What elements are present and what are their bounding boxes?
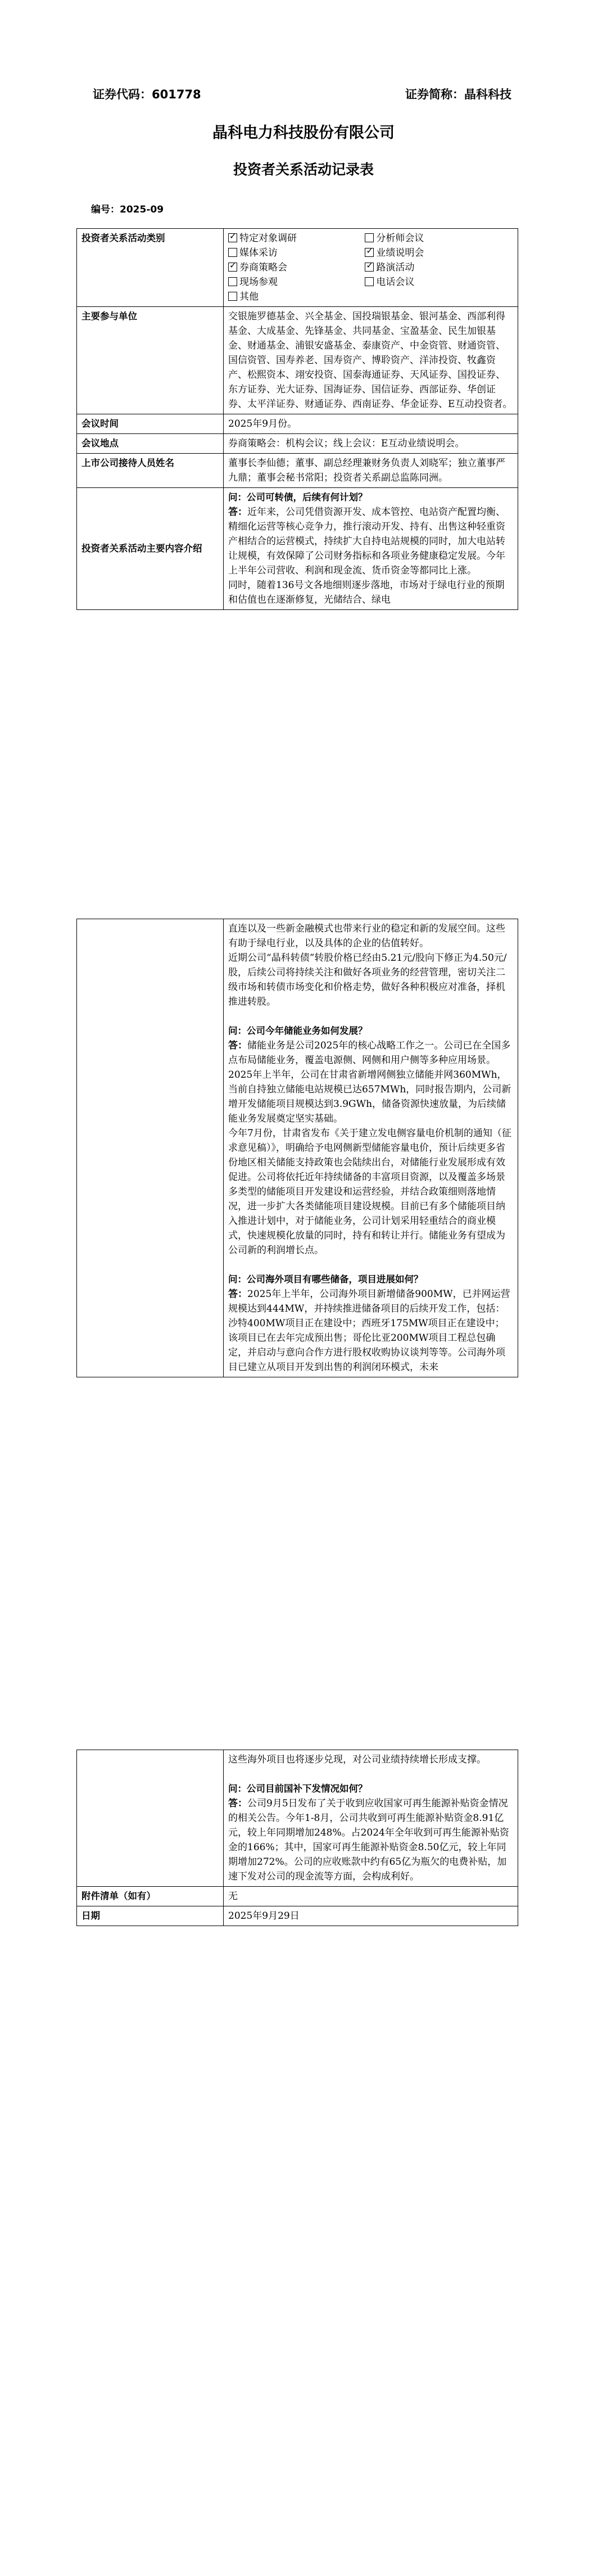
paragraph: 今年7月份，甘肃省发布《关于建立发电侧容量电价机制的通知（征求意见稿）》，明确给予电网侧新型储能容量电价，预计后续更多省份地区相关储能支持政策也会陆续出台，对储能行业发展形成有效促进。公司将依托近年持续储备的丰富项目资源，以及覆盖多场景多类型的储能项目开发建设和运营经验，并结合政策细则落地情况，进一步扩大各类储能项目建设规模。目前已有多个储能项目纳入推进计划中，对于储能业务，公司计划采用轻重结合的商业模式，快速规模化放量的同时，持有和转让并行。储能业务有望成为公司新的利润增长点。 [228, 1128, 511, 1256]
meeting-time-row [77, 414, 518, 434]
option-roadshow: ✓ 路演活动 [365, 260, 501, 275]
question-heading: 问：公司可转债，后续有何计划？ [228, 492, 368, 503]
activity-content-continued-row [77, 919, 518, 1377]
unchecked-box-icon [228, 248, 237, 257]
reception-row [77, 454, 518, 488]
answer-paragraph: 答：2025年上半年，公司海外项目新增储备900MW，已并网运营规模达到444MW，并持续推进储备项目的后续开发工作，包括：沙特400MW项目正在建设中；西班牙175MW项目正在建设中；该项目已在去年完成预出售；哥伦比亚200MW项目工程总包确定，并启动与意向合作方进行股权收购协议谈判等等。公司海外项目已建立从项目开发到出售的利润闭环模式，未来 [228, 1289, 510, 1373]
doc-number: 编号：2025-09 [91, 204, 164, 215]
activity-type-label: 投资者关系活动类别 [77, 229, 224, 307]
option-broker-strategy: ✓券商策略会 [228, 260, 365, 275]
paragraph: 近期公司“晶科转债”转股价格已经由5.21元/股向下修正为4.50元/股，后续公司将持续关注和做好各项业务的经营管理，密切关注二级市场和转债市场变化和价格走势，做好各种积极应对准备，择机推进转股。 [228, 952, 507, 1007]
activity-type-row [77, 229, 518, 307]
meeting-place-value: 券商策略会：机构会议；线上会议：E互动业绩说明会。 [224, 434, 518, 454]
option-media-interview: 媒体采访 [228, 246, 365, 260]
reception-label: 上市公司接待人员姓名 [77, 454, 224, 488]
paragraph: 同时，随着136号文各地细则逐步落地，市场对于绿电行业的预期和估值也在逐渐修复，光储结合、绿电 [228, 580, 505, 605]
unchecked-box-icon [228, 277, 237, 286]
empty-label-cell [77, 1750, 224, 1887]
activity-content-continued [224, 1750, 518, 1887]
activity-content-label: 投资者关系活动主要内容介绍 [77, 488, 224, 610]
meeting-time-value: 2025年9月份。 [224, 414, 518, 434]
activity-type-options [224, 229, 518, 307]
record-table-page2 [76, 919, 518, 1377]
record-table-page3 [76, 1750, 518, 1926]
participants-value: 交银施罗德基金、兴全基金、国投瑞银基金、银河基金、西部利得基金、大成基金、先锋基金、共同基金、宝盈基金、民生加银基金、财通基金、浦银安盛基金、泰康资产、中金资管、财通资管、国信资管、国寿养老、国寿资产、博聆资产、洋沛投资、牧鑫资产、松熙资本、翊安投资、国泰海通证券、天风证券、国投证券、东方证券、光大证券、国海证券、国信证券、西部证券、华创证券、太平洋证券、财通证券、西南证券、华金证券、E互动投资者。 [224, 307, 518, 414]
page-title: 投资者关系活动记录表 [233, 161, 374, 178]
activity-content-row [77, 488, 518, 610]
participants-row [77, 307, 518, 414]
date-row [77, 1906, 518, 1926]
attachments-row [77, 1887, 518, 1906]
option-analyst-meeting: 分析师会议 [365, 231, 501, 246]
unchecked-box-icon [365, 233, 374, 242]
meeting-place-label: 会议地点 [77, 434, 224, 454]
record-table-page1 [76, 228, 518, 610]
activity-content-value [224, 488, 518, 610]
reception-value: 董事长李仙德；董事、副总经理兼财务负责人刘晓军；独立董事严九鼎；董事会秘书常阳；投资者关系副总监陈同洲。 [224, 454, 518, 488]
paragraph: 这些海外项目也将逐步兑现，对公司业绩持续增长形成支撑。 [228, 1754, 486, 1765]
empty-label-cell [77, 919, 224, 1377]
participants-label: 主要参与单位 [77, 307, 224, 414]
answer-paragraph: 答：储能业务是公司2025年的核心战略工作之一。公司已在全国多点布局储能业务，覆盖电源侧、网侧和用户侧等多种应用场景。2025年上半年，公司在甘肃省新增网侧独立储能并网360MWh，当前自持独立储能电站规模已达657MWh，同时报告期内，公司新增开发储能项目规模达到3.9GWh，储备资源快速放量，为后续储能业务发展奠定坚实基础。 [228, 1040, 511, 1124]
date-value: 2025年9月29日 [224, 1906, 518, 1926]
question-heading: 问：公司目前国补下发情况如何？ [228, 1783, 368, 1794]
paragraph: 直连以及一些新金融模式也带来行业的稳定和新的发展空间。这些有助于绿电行业，以及具体的企业的估值转好。 [228, 923, 505, 949]
option-phone-meeting: 电话会议 [365, 275, 501, 290]
option-other: 其他 [228, 290, 365, 304]
activity-content-continued [224, 919, 518, 1377]
checked-box-icon [228, 233, 237, 242]
question-heading: 问：公司今年储能业务如何发展？ [228, 1025, 368, 1036]
meeting-place-row [77, 434, 518, 454]
checked-box-icon [365, 248, 374, 257]
answer-paragraph: 答：近年来，公司凭借资源开发、成本管控、电站资产配置均衡、精细化运营等核心竞争力，推行滚动开发、持有、出售这种轻重资产相结合的运营模式，持续扩大自持电站规模的同时，加大电站转让规模，有效保障了公司财务指标和各项业务健康稳定发展。今年上半年公司营收、利润和现金流、货币资金等都同比上涨。 [228, 507, 505, 576]
option-earnings-call: ✓ 业绩说明会 [365, 246, 501, 260]
option-site-visit: 现场参观 [228, 275, 365, 290]
stock-code: 证券代码：601778 [93, 88, 201, 101]
checked-box-icon [228, 263, 237, 272]
stock-name: 证券简称：晶科科技 [405, 88, 511, 101]
date-label: 日期 [77, 1906, 224, 1926]
activity-content-continued-row [77, 1750, 518, 1887]
meeting-time-label: 会议时间 [77, 414, 224, 434]
attachments-value: 无 [224, 1887, 518, 1906]
checked-box-icon [365, 263, 374, 272]
option-special-research: ✓ 特定对象调研 [228, 231, 365, 246]
unchecked-box-icon [365, 277, 374, 286]
attachments-label: 附件清单（如有） [77, 1887, 224, 1906]
company-name: 晶科电力科技股份有限公司 [212, 124, 395, 142]
question-heading: 问：公司海外项目有哪些储备，项目进展如何？ [228, 1274, 423, 1285]
answer-paragraph: 答：公司9月5日发布了关于收到应收国家可再生能源补贴资金情况的相关公告。今年1-8月，公司共收到可再生能源补贴资金8.91亿元，较上年同期增加248%。占2024年全年收到可再生能源补贴资金的166%；其中，国家可再生能源补贴资金8.50亿元，较上年同期增加272%。公司的应收账款中约有65亿为瓶欠的电费补贴，加速下发对公司的现金流等方面，会构成利好。 [228, 1798, 509, 1882]
unchecked-box-icon [228, 292, 237, 301]
